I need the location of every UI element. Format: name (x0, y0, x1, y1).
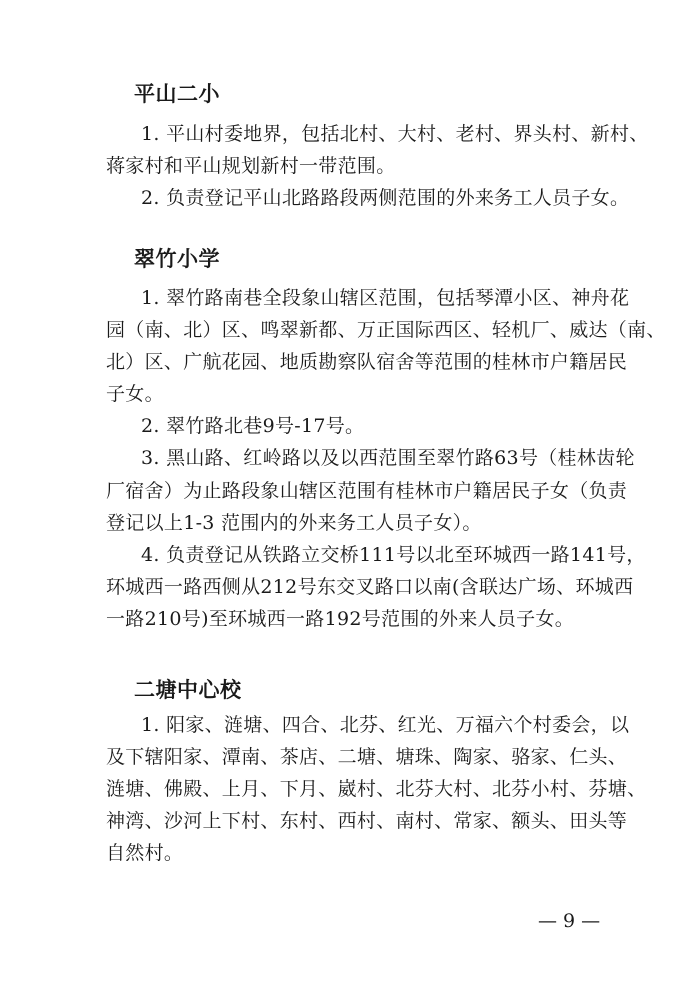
section-heading-ertang: 二塘中心校 (134, 678, 242, 702)
paragraph-line: 1. 阳家、涟塘、四合、北芬、红光、万福六个村委会，以 (141, 714, 630, 736)
paragraph-line: 3. 黑山路、红岭路以及以西范围至翠竹路63号（桂林齿轮 (141, 447, 635, 469)
paragraph-line: 及下辖阳家、潭南、茶店、二塘、塘珠、陶家、骆家、仁头、 (106, 746, 628, 768)
paragraph-line: 2. 翠竹路北巷9号-17号。 (141, 415, 365, 437)
page-number: — 9 — (538, 910, 601, 932)
paragraph-line: 园（南、北）区、鸣翠新都、万正国际西区、轻机厂、威达（南、 (106, 319, 666, 341)
paragraph-line: 4. 负责登记从铁路立交桥111号以北至环城西一路141号， (141, 544, 646, 566)
paragraph-line: 神湾、沙河上下村、东村、西村、南村、常家、额头、田头等 (106, 810, 628, 832)
paragraph-line: 蒋家村和平山规划新村一带范围。 (106, 155, 396, 177)
paragraph-line: 1. 翠竹路南巷全段象山辖区范围，包括琴潭小区、神舟花 (141, 287, 630, 309)
paragraph-line: 登记以上1-3 范围内的外来务工人员子女）。 (106, 512, 482, 534)
paragraph-line: 环城西一路西侧从212号东交叉路口以南(含联达广场、环城西 (106, 576, 634, 598)
section-heading-cuizhu: 翠竹小学 (134, 247, 220, 271)
paragraph-line: 子女。 (106, 383, 164, 405)
paragraph-line: 2. 负责登记平山北路路段两侧范围的外来务工人员子女。 (141, 187, 630, 209)
paragraph-line: 一路210号)至环城西一路192号范围的外来人员子女。 (106, 608, 575, 630)
paragraph-line: 涟塘、佛殿、上月、下月、崴村、北芬大村、北芬小村、芬塘、 (106, 778, 647, 800)
paragraph-line: 自然村。 (106, 842, 184, 864)
paragraph-line: 北）区、广航花园、地质勘察队宿舍等范围的桂林市户籍居民 (106, 351, 628, 373)
section-heading-pingshan: 平山二小 (134, 82, 220, 106)
paragraph-line: 厂宿舍）为止路段象山辖区范围有桂林市户籍居民子女（负责 (106, 480, 628, 502)
paragraph-line: 1. 平山村委地界，包括北村、大村、老村、界头村、新村、 (141, 123, 649, 145)
